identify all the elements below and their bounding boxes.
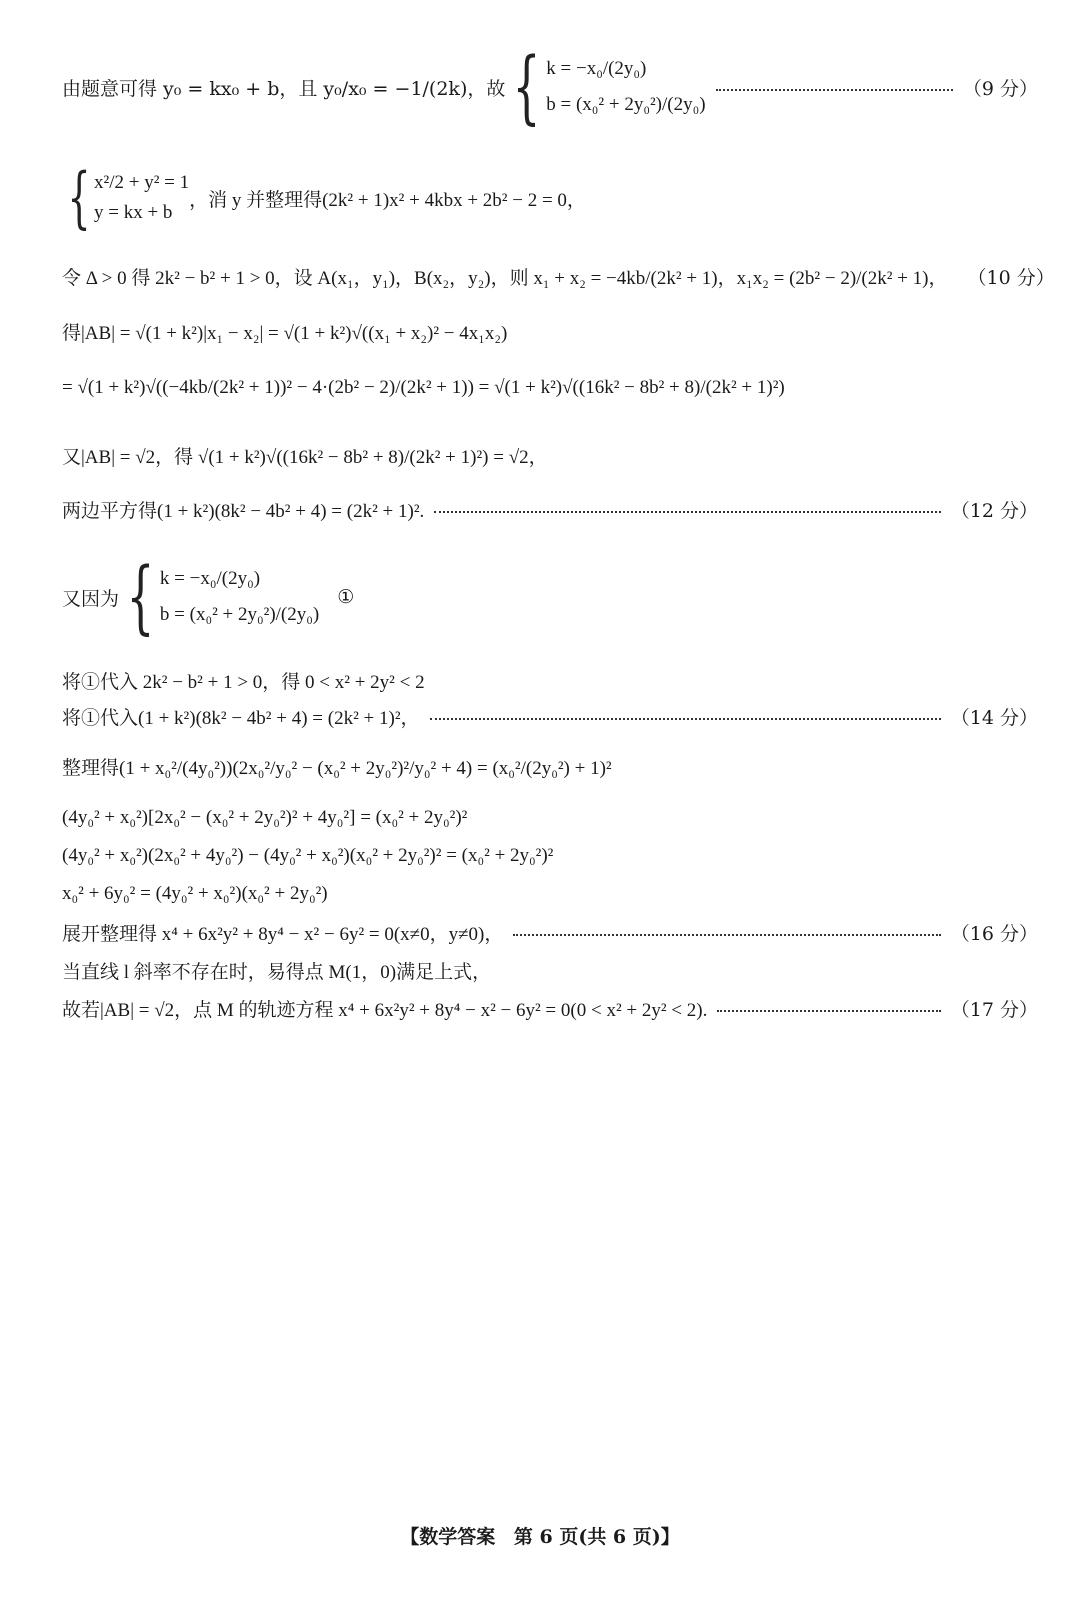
equation-system-1	[505, 40, 706, 133]
solution-text: 故若|AB| = √2，点 M 的轨迹方程 x⁴ + 6x²y² + 8y⁴ − x² − 6y² = 0(0 < x² + 2y² < 2).	[62, 999, 708, 1021]
footer-title: 【数学答案	[400, 1526, 496, 1548]
solution-line	[62, 802, 1038, 834]
brace-icon: {	[512, 40, 541, 133]
dot-leader	[716, 89, 953, 91]
solution-line	[62, 740, 1038, 792]
solution-line	[62, 314, 1038, 348]
brace-icon: {	[126, 550, 155, 643]
score-label: （17 分）	[950, 998, 1038, 1021]
score-label: （14 分）	[950, 706, 1038, 729]
solution-text: 将①代入 2k² − b² + 1 > 0，得 0 < x² + 2y² < 2	[62, 671, 425, 693]
dot-leader	[717, 1010, 940, 1012]
equation-system-2	[62, 159, 190, 237]
solution-line-9	[62, 28, 1038, 146]
dot-leader	[513, 934, 940, 936]
score-label: （16 分）	[950, 922, 1038, 945]
footer-page-number: 第 6 页(共 6 页)】	[513, 1526, 680, 1548]
solution-line-system-3	[62, 538, 1038, 656]
score-label: （12 分）	[950, 499, 1038, 522]
system-row: y = kx + b	[94, 201, 173, 223]
page-footer	[0, 1522, 1080, 1549]
brace-icon: {	[67, 159, 91, 237]
system-row: x²/2 + y² = 1	[94, 172, 190, 194]
solution-text: 得|AB| = √(1 + k²)|x₁ − x₂| = √(1 + k²)√((x₁ + x₂)² − 4x₁x₂)	[62, 322, 508, 344]
solution-text: (4y₀² + x₀²)(2x₀² + 4y₀²) − (4y₀² + x₀²)(x₀² + 2y₀²)² = (x₀² + 2y₀²)²	[62, 845, 554, 866]
solution-line	[62, 430, 1038, 480]
solution-line	[62, 954, 1038, 986]
dot-leader	[430, 718, 941, 720]
solution-text: 又因为	[62, 587, 120, 610]
dot-leader	[434, 511, 941, 513]
solution-text: 整理得(1 + x₀²/(4y₀²))(2x₀²/y₀² − (x₀² + 2y₀²)²/y₀² + 4) = (x₀²/(2y₀²) + 1)²	[62, 757, 612, 779]
solution-text: (4y₀² + x₀²)[2x₀² − (x₀² + 2y₀²)² + 4y₀²] = (x₀² + 2y₀²)²	[62, 807, 468, 828]
solution-text: 由题意可得 y₀ = kx₀ + b，且 y₀/x₀ = −1/(2k)，故	[62, 77, 506, 100]
solution-line-14	[62, 700, 1038, 732]
solution-line	[62, 664, 1038, 696]
solution-line-10	[62, 256, 1055, 296]
solution-text: 将①代入(1 + k²)(8k² − 4b² + 4) = (2k² + 1)²，	[62, 707, 420, 729]
solution-text: 展开整理得 x⁴ + 6x²y² + 8y⁴ − x² − 6y² = 0(x≠0，y≠0)，	[62, 923, 504, 945]
solution-line-16	[62, 916, 1038, 948]
solution-text: 令 Δ > 0 得 2k² − b² + 1 > 0，设 A(x₁，y₁)，B(x₂，y₂)，则 x₁ + x₂ = −4kb/(2k² + 1)，x₁x₂ = (2b² − 2)/(2k² + 1)，	[62, 267, 948, 289]
system-row: b = (x₀² + 2y₀²)/(2y₀)	[159, 604, 320, 625]
score-label: （10 分）	[967, 266, 1055, 289]
solution-text: x₀² + 6y₀² = (4y₀² + x₀²)(x₀² + 2y₀²)	[62, 883, 328, 904]
solution-line-system-2	[62, 158, 1038, 238]
equation-system-3	[119, 550, 320, 643]
solution-text: 当直线 l 斜率不存在时，易得点 M(1，0)满足上式，	[62, 961, 492, 983]
solution-text: 两边平方得(1 + k²)(8k² − 4b² + 4) = (2k² + 1)².	[62, 500, 425, 522]
solution-line-12	[62, 492, 1038, 526]
solution-text: ，消 y 并整理得(2k² + 1)x² + 4kbx + 2b² − 2 = 0，	[189, 189, 586, 211]
solution-line	[62, 840, 1038, 872]
solution-text: = √(1 + k²)√((−4kb/(2k² + 1))² − 4·(2b² − 2)/(2k² + 1)) = √(1 + k²)√((16k² − 8b² + 8)/(2k² + 1)²)	[62, 377, 785, 398]
circled-marker: ①	[337, 586, 355, 608]
solution-line	[62, 364, 1038, 412]
system-row: k = −x₀/(2y₀)	[546, 58, 647, 79]
solution-line	[62, 878, 1038, 910]
solution-line-17	[62, 992, 1038, 1024]
score-label: （9 分）	[962, 77, 1038, 100]
system-row: b = (x₀² + 2y₀²)/(2y₀)	[546, 94, 706, 115]
system-row: k = −x₀/(2y₀)	[159, 568, 261, 589]
solution-text: 又|AB| = √2，得 √(1 + k²)√((16k² − 8b² + 8)/(2k² + 1)²) = √2，	[62, 446, 548, 468]
